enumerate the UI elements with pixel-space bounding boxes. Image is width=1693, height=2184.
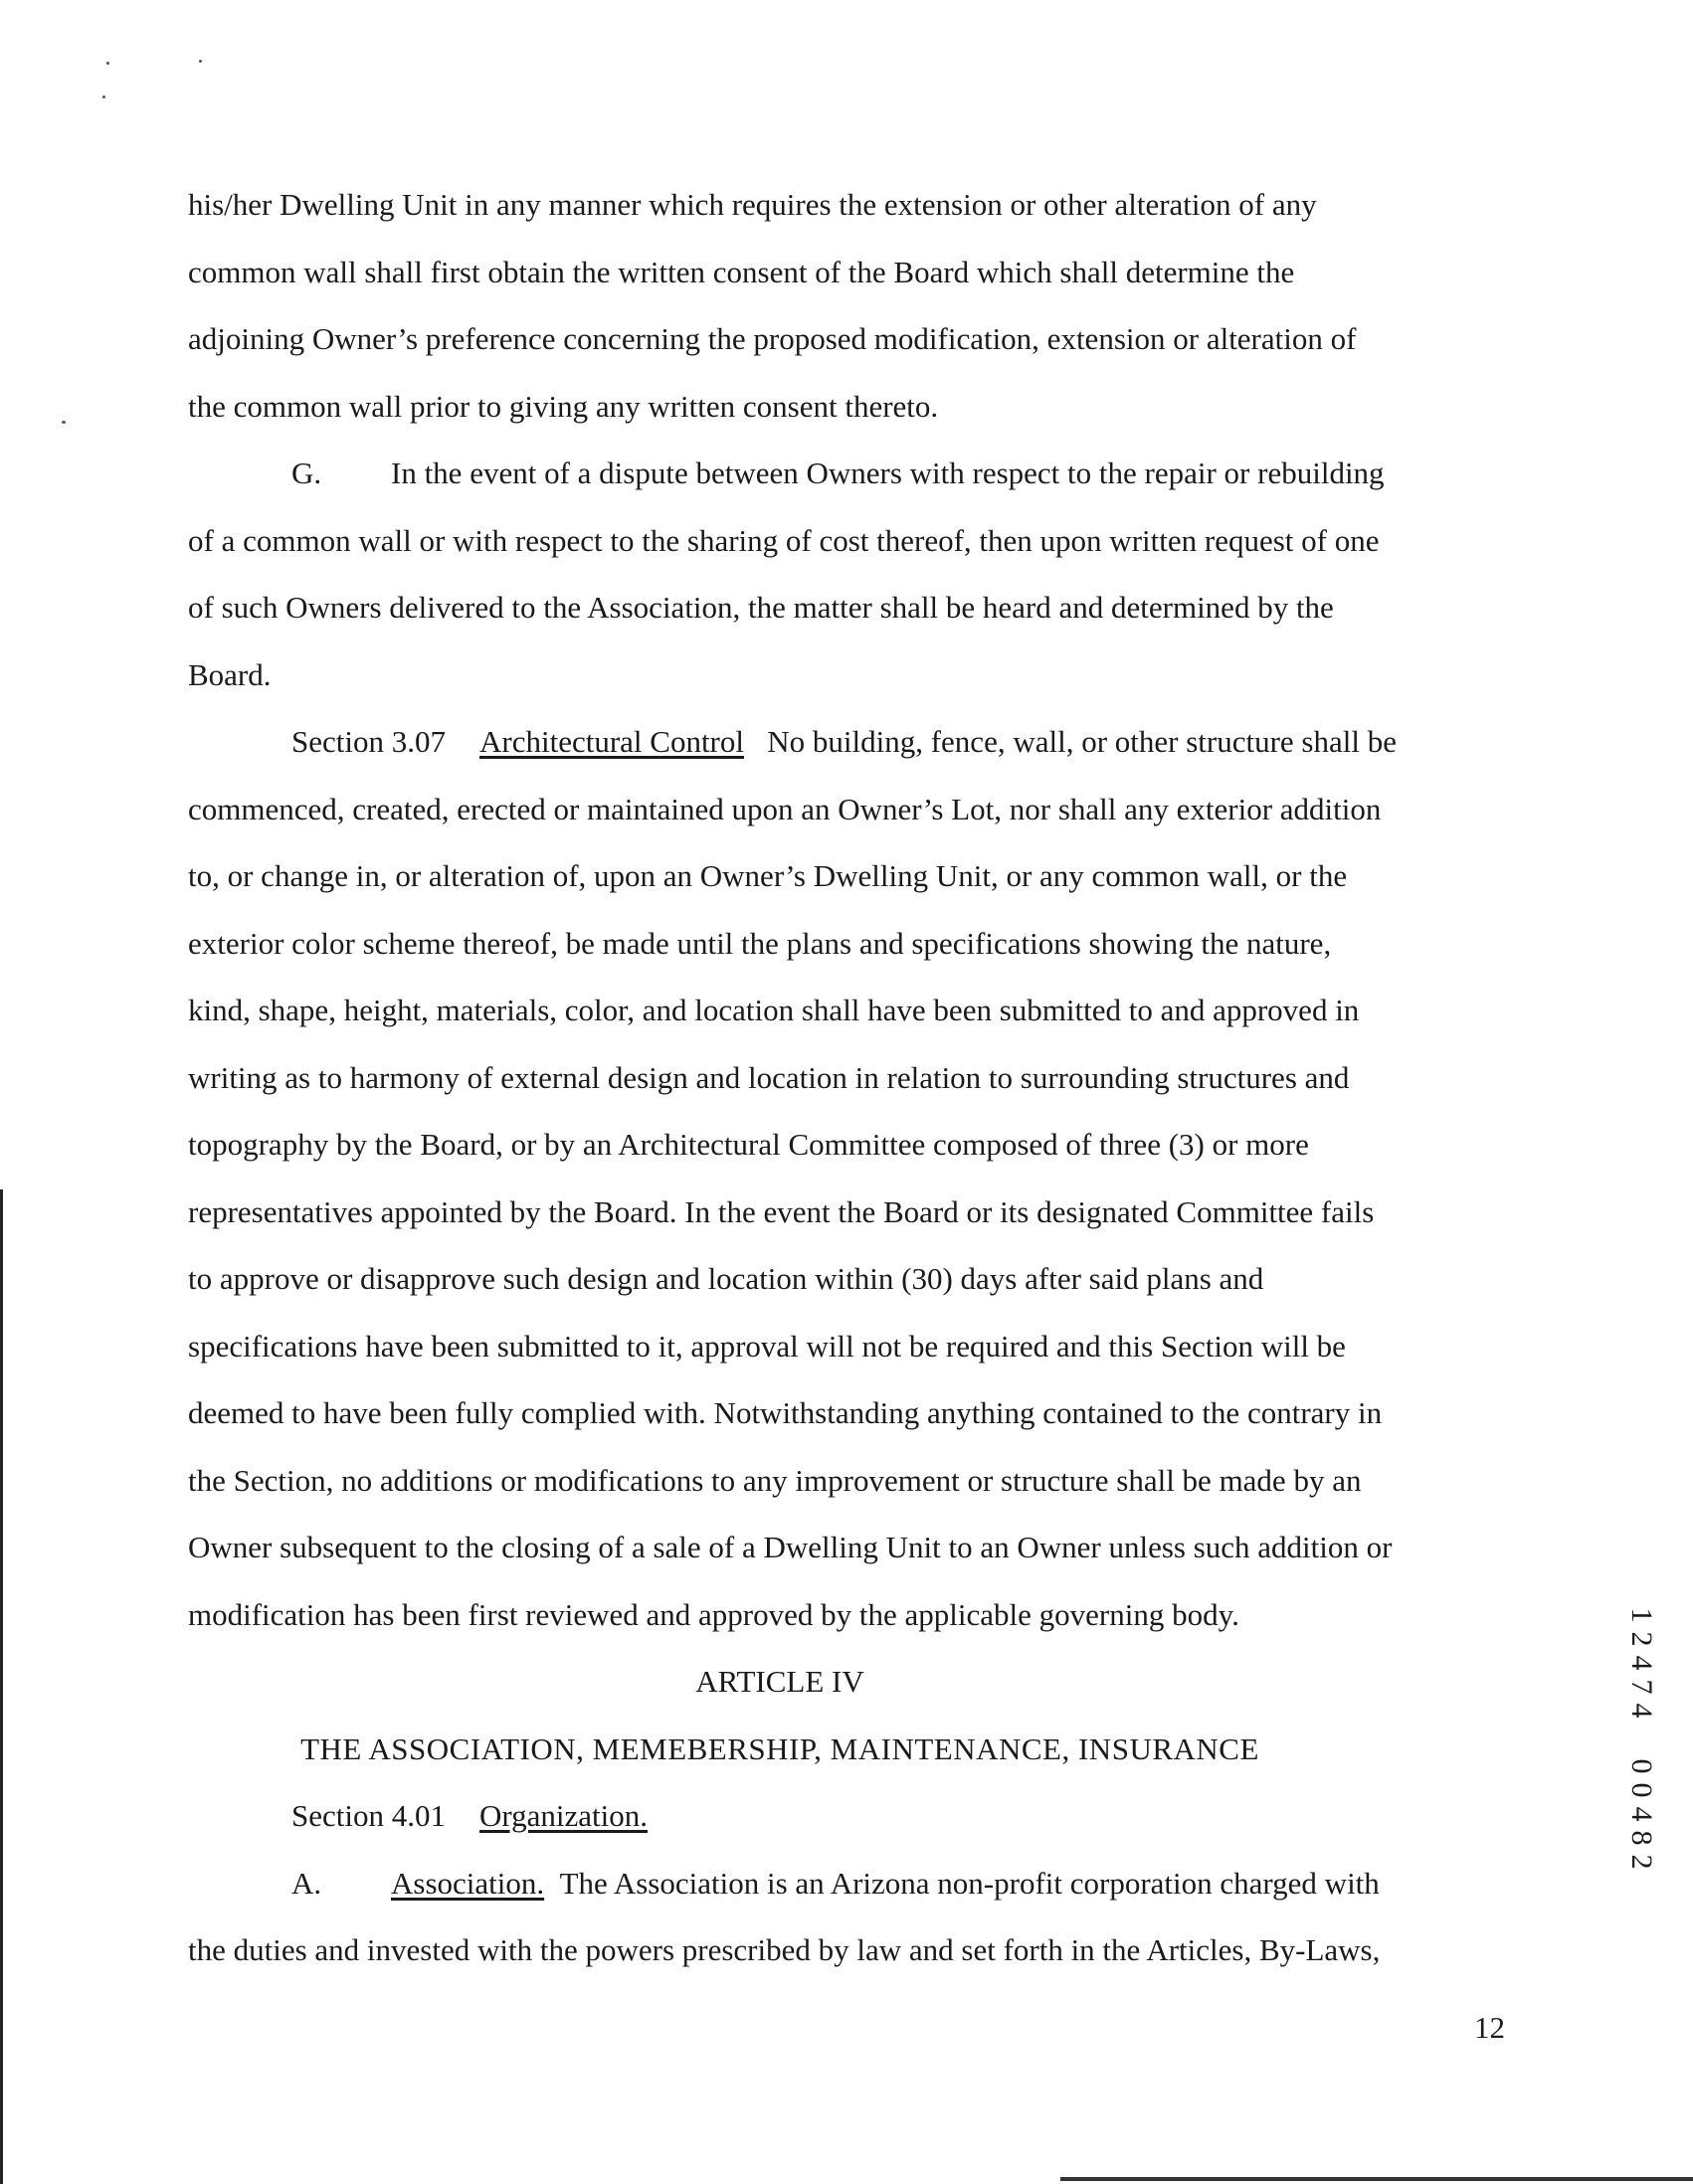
stamp-digit: 4	[1625, 1655, 1658, 1671]
text-line: writing as to harmony of external design and location in relation to surrounding structures and	[188, 1059, 1350, 1095]
article-title: THE ASSOCIATION, MEMEBERSHIP, MAINTENANCE, INSURANCE	[300, 1730, 1259, 1766]
text-line: commenced, created, erected or maintained upon an Owner’s Lot, nor shall any exterior addition	[188, 791, 1382, 826]
section-number: Section 4.01	[291, 1798, 446, 1833]
article-heading: ARTICLE IV	[695, 1664, 864, 1699]
scan-bottom-line	[1060, 2177, 1693, 2181]
scan-speck	[102, 95, 105, 98]
stamp-digit: 0	[1625, 1782, 1658, 1798]
text-line: to, or change in, or alteration of, upon an Owner’s Dwelling Unit, or any common wall, or the	[188, 858, 1348, 893]
scan-speck	[106, 62, 109, 65]
paragraph-a-first-line	[188, 1850, 1481, 1917]
paragraph-label: G.	[291, 455, 322, 490]
text-line: specifications have been submitted to it, approval will not be required and this Section will be	[188, 1328, 1346, 1364]
text-line: The Association is an Arizona non-profit corporation charged with	[559, 1865, 1380, 1901]
stamp-digit: 2	[1625, 1631, 1658, 1647]
section-number: Section 3.07	[291, 724, 446, 759]
text-line: No building, fence, wall, or other structure shall be	[767, 724, 1397, 759]
text-line: the duties and invested with the powers prescribed by law and set forth in the Articles, By-Laws,	[188, 1932, 1381, 1967]
stamp-digit: 7	[1625, 1679, 1658, 1695]
text-line: topography by the Board, or by an Architectural Committee composed of three (3) or more	[188, 1127, 1309, 1162]
section-title: Architectural Control	[479, 724, 744, 759]
section-title: Organization.	[479, 1798, 649, 1833]
stamp-digit: 4	[1625, 1806, 1658, 1822]
text-line: modification has been first reviewed and approved by the applicable governing body.	[188, 1596, 1239, 1632]
paragraph-label: A.	[291, 1865, 322, 1901]
document-body	[188, 171, 1481, 1984]
section-3-07-first-line	[188, 708, 1481, 776]
text-line: of such Owners delivered to the Association, the matter shall be heard and determined by the	[188, 590, 1334, 625]
text-line: In the event of a dispute between Owners with respect to the repair or rebuilding	[391, 455, 1385, 490]
stamp-digit: 8	[1625, 1830, 1658, 1846]
text-line: deemed to have been fully complied with. Notwithstanding anything contained to the contrary in	[188, 1395, 1383, 1430]
text-line: representatives appointed by the Board. In the event the Board or its designated Committee fails	[188, 1193, 1375, 1229]
scan-speck	[62, 421, 66, 424]
stamp-digit: 2	[1625, 1854, 1658, 1870]
recording-stamp	[1625, 1603, 1661, 1874]
text-line: kind, shape, height, materials, color, and location shall have been submitted to and approved in	[188, 993, 1360, 1027]
section-4-01-line	[188, 1782, 1481, 1850]
scan-edge-line	[0, 1189, 3, 2184]
text-line: of a common wall or with respect to the sharing of cost thereof, then upon written request of one	[188, 522, 1380, 558]
page-number: 12	[1474, 2010, 1505, 2045]
text-line: adjoining Owner’s preference concerning the proposed modification, extension or alteration of	[188, 321, 1357, 356]
text-line: exterior color scheme thereof, be made until the plans and specifications showing the nature,	[188, 925, 1332, 961]
stamp-digit: 4	[1625, 1703, 1658, 1719]
text-line: common wall shall first obtain the written consent of the Board which shall determine the	[188, 254, 1295, 289]
text-line: Owner subsequent to the closing of a sale of a Dwelling Unit to an Owner unless such addition or	[188, 1530, 1393, 1564]
scan-speck	[199, 60, 202, 63]
paragraph-title: Association.	[391, 1865, 545, 1901]
text-line: to approve or disapprove such design and location within (30) days after said plans and	[188, 1261, 1264, 1296]
paragraph-g-first-line	[188, 440, 1481, 507]
text-line: Board.	[188, 656, 272, 692]
stamp-digit: 1	[1625, 1607, 1658, 1623]
text-line: his/her Dwelling Unit in any manner which requires the extension or other alteration of any	[188, 187, 1317, 222]
text-line: the common wall prior to giving any written consent thereto.	[188, 388, 939, 424]
stamp-digit: 0	[1625, 1758, 1658, 1774]
text-line: the Section, no additions or modifications to any improvement or structure shall be made by an	[188, 1462, 1362, 1498]
